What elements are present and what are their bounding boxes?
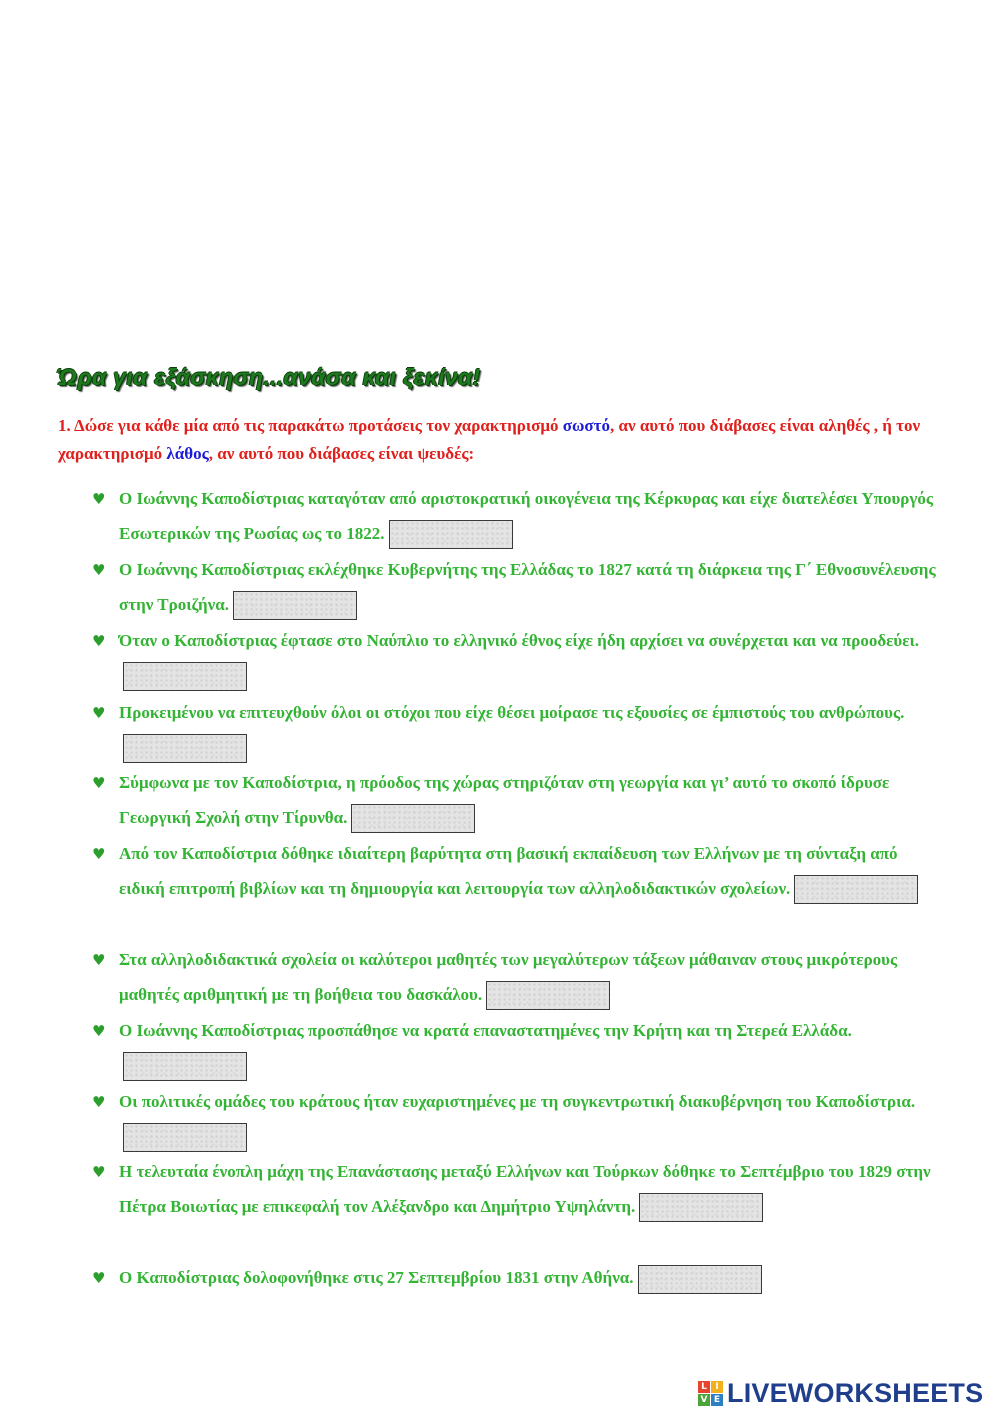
answer-box[interactable] [639,1193,763,1222]
answer-box[interactable] [123,734,247,763]
correct-word: σωστό [562,416,611,435]
statement-item [92,1014,937,1083]
statement-item [92,482,937,551]
instructions-text-3: , αν αυτό που διάβασες είναι ψευδές: [208,444,475,463]
statement-text: Ο Ιωάννης Καποδίστριας προσπάθησε να κρατά επαναστατημένες την Κρήτη και τη Στερεά Ελλάδα. [119,1021,852,1040]
answer-box[interactable] [486,981,610,1010]
statement-item [92,696,937,765]
answer-box[interactable] [123,1123,247,1152]
heart-bullet-icon: ♥ [92,951,106,969]
heart-bullet-icon: ♥ [92,1163,106,1181]
statement-item [92,1085,937,1154]
statement-text: Ο Καποδίστριας δολοφονήθηκε στις 27 Σεπτεμβρίου 1831 στην Αθήνα. [119,1268,634,1287]
heart-bullet-icon: ♥ [92,632,106,650]
answer-box[interactable] [389,520,513,549]
heart-bullet-icon: ♥ [92,1269,106,1287]
answer-box[interactable] [123,662,247,691]
heart-bullet-icon: ♥ [92,704,106,722]
heart-bullet-icon: ♥ [92,1093,106,1111]
answer-box[interactable] [794,875,918,904]
statement-text: Οι πολιτικές ομάδες του κράτους ήταν ευχαριστημένες με τη συγκεντρωτική διακυβέρνηση του Καποδίστρια. [119,1092,916,1111]
statement-text: Η τελευταία ένοπλη μάχη της Επανάστασης μεταξύ Ελλήνων και Τούρκων δόθηκε το Σεπτέμβριο του 1829 στην Πέτρα Βοιωτίας με επικεφαλή τον Αλέξανδρο και Δημήτριο Υψηλάντη. [119,1162,931,1216]
heart-bullet-icon: ♥ [92,845,106,863]
statement-text: Ο Ιωάννης Καποδίστριας εκλέχθηκε Κυβερνήτης της Ελλάδας το 1827 κατά τη διάρκεια της Γ΄ Εθνοσυνέλευσης στην Τροιζήνα. [119,560,936,614]
heart-bullet-icon: ♥ [92,1022,106,1040]
statement-item [92,943,937,1012]
answer-box[interactable] [351,804,475,833]
statement-text: Προκειμένου να επιτευχθούν όλοι οι στόχοι που είχε θέσει μοίρασε τις εξουσίες σε έμπιστούς του ανθρώπους. [119,703,905,722]
statement-item [92,837,937,906]
statement-item [92,1261,937,1296]
statement-item [92,1155,937,1224]
heart-bullet-icon: ♥ [92,561,106,579]
statement-text: Σύμφωνα με τον Καποδίστρια, η πρόοδος της χώρας στηριζόταν στη γεωργία και γι’ αυτό το σκοπό ίδρυσε Γεωργική Σχολή στην Τίρυνθα. [119,773,890,827]
statement-text: Από τον Καποδίστρια δόθηκε ιδιαίτερη βαρύτητα στη βασική εκπαίδευση των Ελλήνων με τη σύνταξη από ειδική επιτροπή βιβλίων και τη δημιουργία και λειτουργία των αλληλοδιδακτικών σχολείων. [119,844,898,898]
logo-mark-icon: L I V E [698,1381,723,1406]
statement-text: Στα αλληλοδιδακτικά σχολεία οι καλύτεροι μαθητές των μεγαλύτερων τάξεων μάθαιναν στους μικρότερους μαθητές αριθμητική με τη βοήθεια του δασκάλου. [119,950,898,1004]
heart-bullet-icon: ♥ [92,490,106,508]
statement-text: Όταν ο Καποδίστριας έφτασε στο Ναύπλιο το ελληνικό έθνος είχε ήδη αρχίσει να συνέρχεται και να προοδεύει. [119,631,920,650]
heart-bullet-icon: ♥ [92,774,106,792]
statement-item [92,553,937,622]
instructions [58,412,938,468]
logo-text: LIVEWORKSHEETS [727,1378,984,1408]
statement-text: Ο Ιωάννης Καποδίστριας καταγόταν από αριστοκρατική οικογένεια της Κέρκυρας και είχε διατελέσει Υπουργός Εσωτερικών της Ρωσίας ως το 1822. [119,489,934,543]
liveworksheets-logo [698,1378,983,1409]
statement-item [92,766,937,835]
instructions-text-2: , αν αυτό που διάβασες είναι αληθές , ή τον χαρακτηρισμό [58,416,921,463]
answer-box[interactable] [233,591,357,620]
worksheet-title: Ώρα για εξάσκηση...ανάσα και ξεκίνα! [58,364,481,390]
answer-box[interactable] [123,1052,247,1081]
wrong-word: λάθος [166,444,209,463]
statement-item [92,624,937,693]
instructions-text-1: 1. Δώσε για κάθε μία από τις παρακάτω προτάσεις τον χαρακτηρισμό [58,416,563,435]
answer-box[interactable] [638,1265,762,1294]
